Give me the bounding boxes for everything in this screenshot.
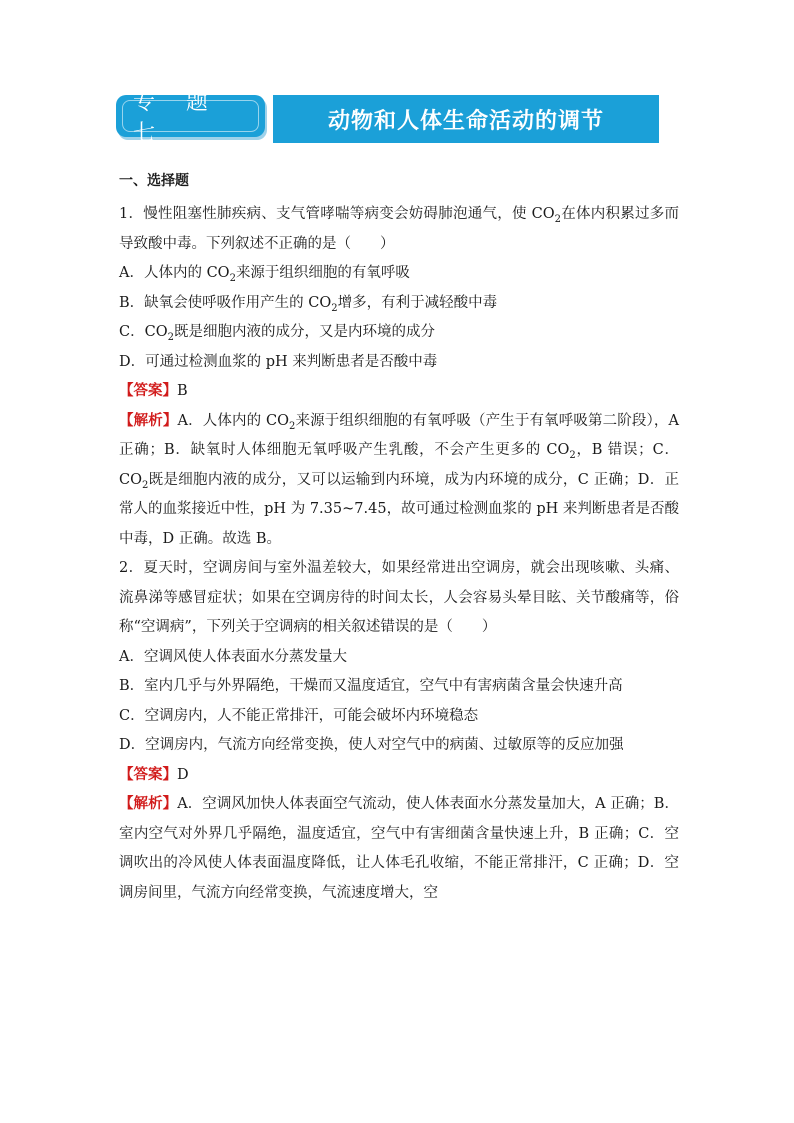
- analysis-tag: 【解析】: [119, 796, 178, 812]
- answer-tag: 【答案】: [119, 383, 177, 399]
- q2-option-b: B．室内几乎与外界隔绝，干燥而又温度适宜，空气中有害病菌含量会快速升高: [119, 678, 623, 694]
- topic-header: [116, 90, 659, 146]
- q1-option-c: C．$CO_2$既是细胞内液的成分，又是内环境的成分: [119, 324, 435, 343]
- q1-option-a: A．人体内的 $CO_2$来源于组织细胞的有氧呼吸: [119, 265, 410, 284]
- q1-analysis: 【解析】A．人体内的 $CO_2$来源于组织细胞的有氧呼吸（产生于有氧呼吸第二阶段），A 正确；B．缺氧时人体细胞无氧呼吸产生乳酸，不会产生更多的 $CO_2$，B 错误；C．$CO_2$既是细胞内液的成分，又可以运输到内环境，成为内环境的成分，C 正确；D．正常人的血浆接近中性，pH 为 7.35~7.45，故可通过检测血浆的 pH 来判断患者是否酸中毒，D 正确。故选 B。: [119, 412, 680, 547]
- q2-stem: 2．夏天时，空调房间与室外温差较大，如果经常进出空调房，就会出现咳嗽、头痛、流鼻涕等感冒症状；如果在空调房待的时间太长，人会容易头晕目眩、关节酸痛等，俗称“空调病”，下列关于空调病的相关叙述错误的是（ ）: [119, 560, 679, 635]
- q2-answer: 【答案】D: [119, 766, 189, 783]
- q1-option-d: D．可通过检测血浆的 pH 来判断患者是否酸中毒: [119, 353, 438, 370]
- q1-stem: 1．慢性阻塞性肺疾病、支气管哮喘等病变会妨碍肺泡通气，使 $CO_2$在体内积累过多而导致酸中毒。下列叙述不正确的是（ ）: [119, 206, 679, 252]
- topic-title-bar: [273, 95, 659, 143]
- topic-badge: [116, 90, 265, 146]
- topic-number: 专 题 七: [133, 90, 220, 146]
- document-body: [119, 170, 679, 908]
- topic-title: 动物和人体生命活动的调节: [327, 108, 604, 134]
- q1-answer: 【答案】B: [119, 383, 188, 399]
- q2-option-d: D．空调房内，气流方向经常变换，使人对空气中的病菌、过敏原等的反应加强: [119, 737, 624, 753]
- analysis-tag: 【解析】: [119, 412, 178, 429]
- answer-tag: 【答案】: [119, 766, 177, 783]
- q2-analysis: 【解析】A．空调风加快人体表面空气流动，使人体表面水分蒸发量加大，A 正确；B．室内空气对外界几乎隔绝，温度适宜，空气中有害细菌含量快速上升，B 正确；C．空调吹出的冷风使人体表面温度降低，让人体毛孔收缩，不能正常排汗，C 正确；D．空调房间里，气流方向经常变换，气流速度增大，空: [119, 796, 679, 901]
- q2-option-a: A．空调风使人体表面水分蒸发量大: [119, 648, 347, 665]
- section-heading: 一、选择题: [119, 173, 189, 189]
- q1-option-b: B．缺氧会使呼吸作用产生的 $CO_2$增多，有利于减轻酸中毒: [119, 294, 498, 314]
- q2-option-c: C．空调房内，人不能正常排汗，可能会破坏内环境稳态: [119, 707, 479, 724]
